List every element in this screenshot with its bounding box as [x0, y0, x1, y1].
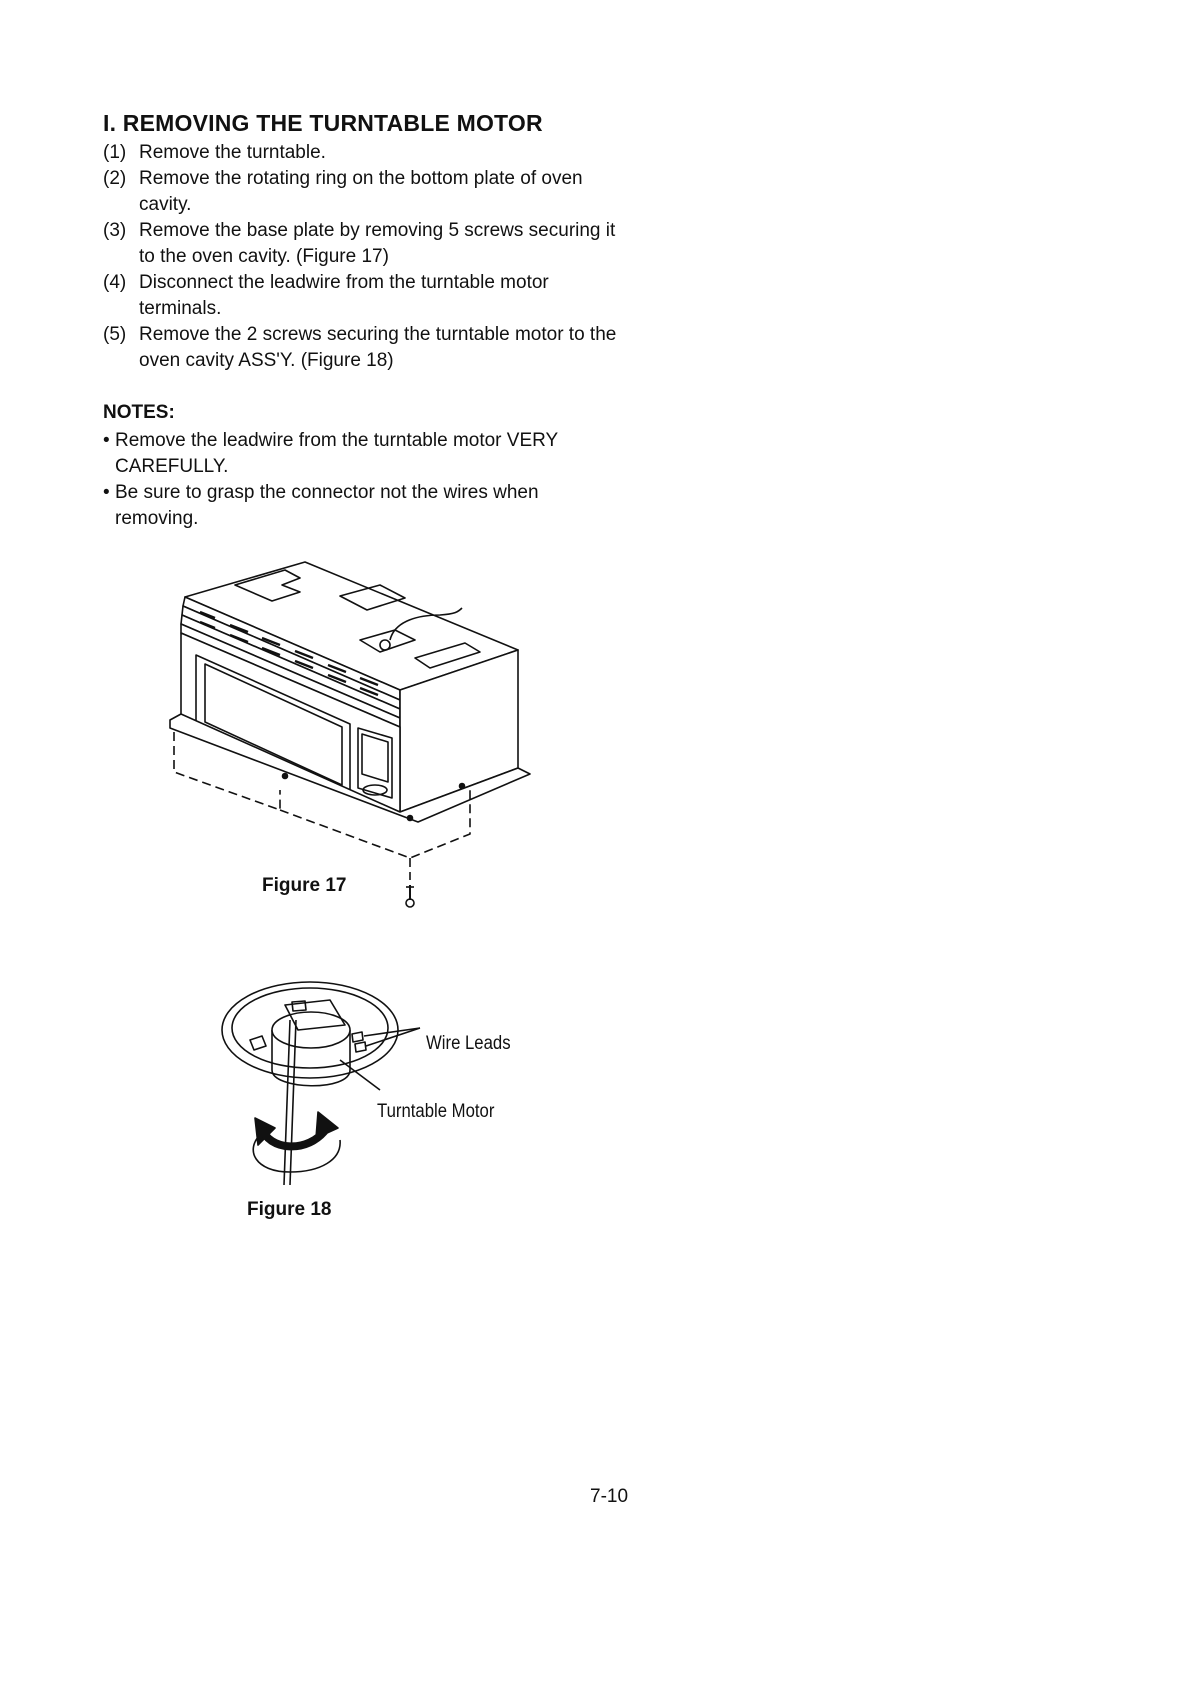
- step-number: (5): [103, 324, 127, 345]
- instruction-steps: [103, 140, 623, 374]
- section-title: I. REMOVING THE TURNTABLE MOTOR: [103, 110, 543, 136]
- page-number: 7-10: [590, 1486, 629, 1507]
- turntable-motor-label: Turntable Motor: [377, 1101, 495, 1122]
- bullet-icon: •: [103, 482, 110, 503]
- step-text: Remove the base plate by removing 5 screws securing it to the oven cavity. (Figure 17): [139, 220, 616, 267]
- wire-leads-label: Wire Leads: [426, 1033, 511, 1054]
- note-text: Remove the leadwire from the turntable motor VERY CAREFULLY.: [115, 430, 558, 477]
- bullet-icon: •: [103, 430, 110, 451]
- step-number: (3): [103, 220, 127, 241]
- note-item: [103, 480, 623, 532]
- note-item: [103, 428, 623, 480]
- step-number: (1): [103, 142, 127, 163]
- notes-title: NOTES:: [103, 402, 175, 423]
- step-text: Remove the 2 screws securing the turntable motor to the oven cavity ASS'Y. (Figure 18): [139, 324, 617, 371]
- step-item: [103, 166, 623, 218]
- step-item: [103, 218, 623, 270]
- note-text: Be sure to grasp the connector not the wires when removing.: [115, 482, 539, 529]
- step-text: Remove the rotating ring on the bottom plate of oven cavity.: [139, 168, 583, 215]
- step-item: [103, 270, 623, 322]
- notes-list: [103, 428, 623, 532]
- step-number: (4): [103, 272, 127, 293]
- figure-18-drawing: [210, 970, 430, 1190]
- figure-17-caption: Figure 17: [262, 875, 347, 896]
- figure-17-drawing: [160, 555, 540, 915]
- step-item: [103, 140, 623, 166]
- figure-18-caption: Figure 18: [247, 1199, 332, 1220]
- step-text: Remove the turntable.: [139, 142, 326, 163]
- step-number: (2): [103, 168, 127, 189]
- step-text: Disconnect the leadwire from the turntable motor terminals.: [139, 272, 549, 319]
- step-item: [103, 322, 623, 374]
